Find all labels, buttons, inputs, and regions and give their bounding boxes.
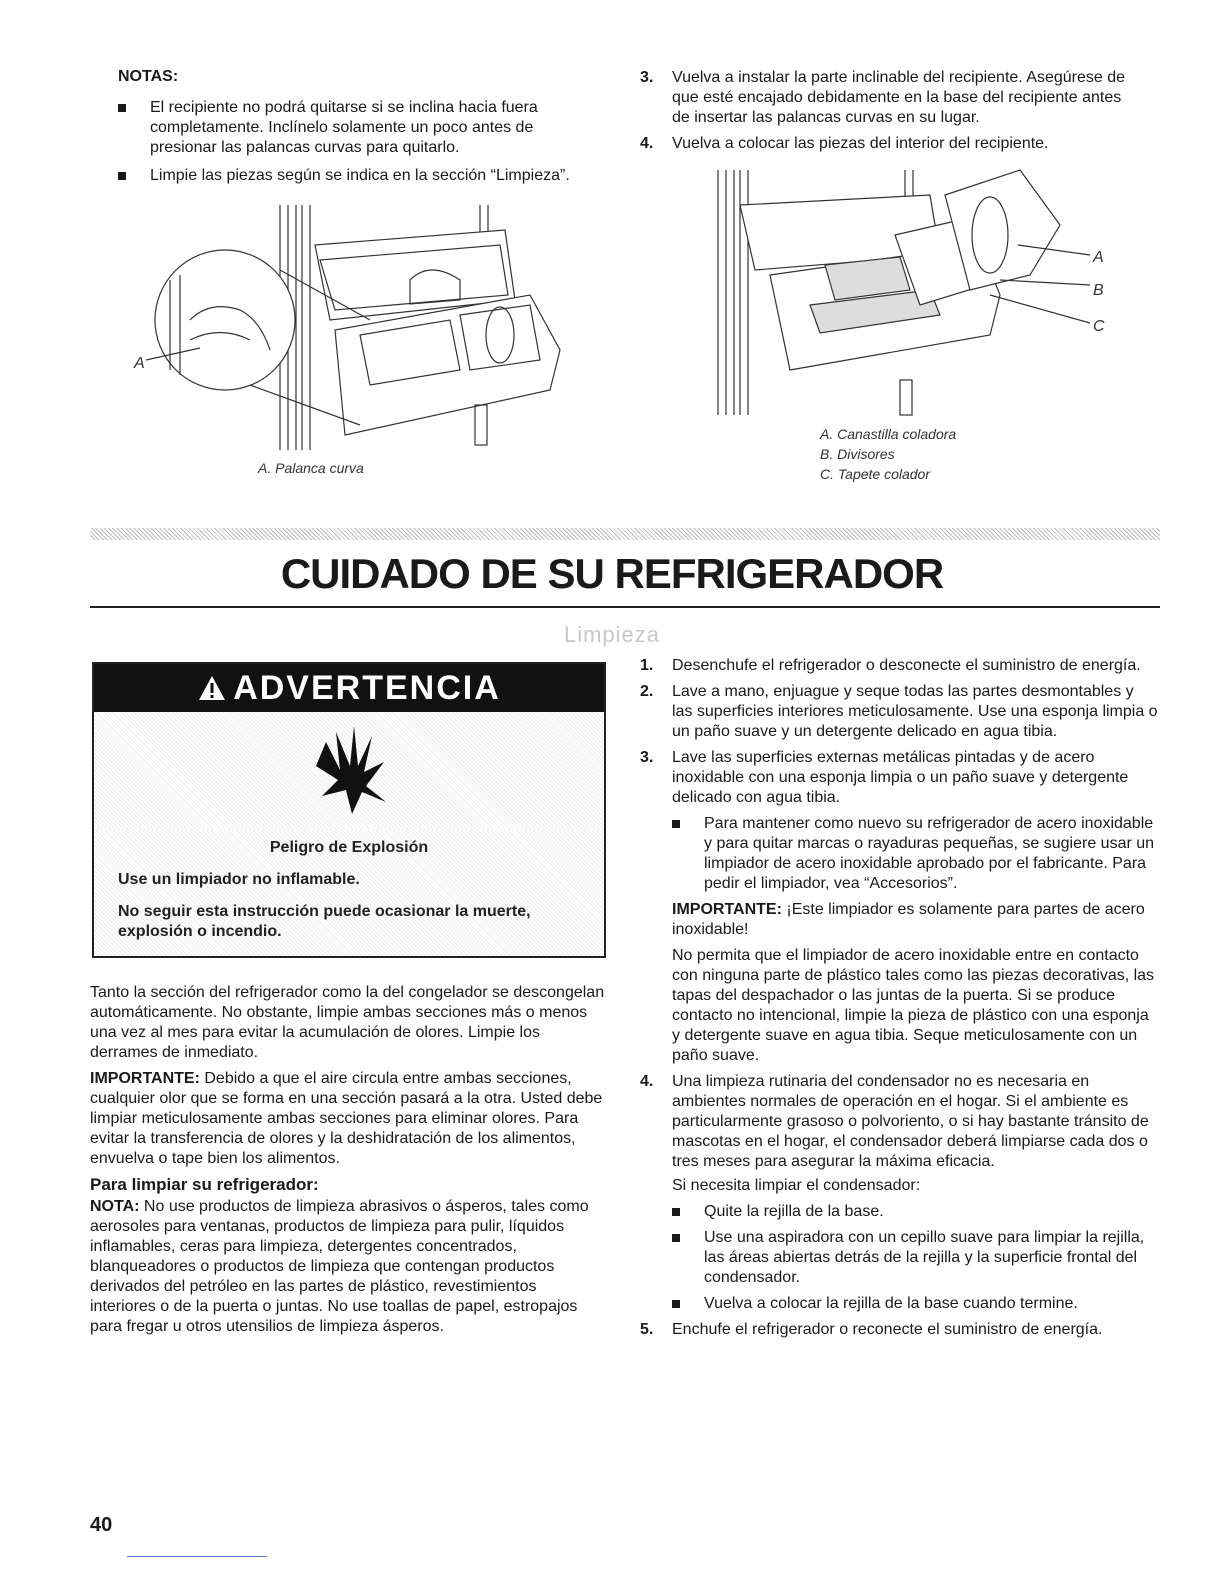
notes-list	[118, 98, 598, 194]
intro-paragraph: Tanto la sección del refrigerador como la del congelador se descongelan automáticamente. No obstante, limpie ambas secciones más o menos una vez al mes para evitar la acumulación de olores. Limpie los derrames de inmediato.	[90, 984, 605, 1061]
cleaning-heading: Para limpiar su refrigerador:	[90, 1175, 319, 1194]
warning-symbol-area	[94, 712, 604, 832]
subsection-title: Limpieza	[563, 622, 661, 647]
right-column	[640, 656, 1158, 1346]
list-item: Vuelva a colocar la rejilla de la base cuando termine.	[672, 1294, 1158, 1314]
list-item: 3. Lave las superficies externas metálicas pintadas y de acero inoxidable con una esponja limpia o un paño suave y detergente delicado con agua tibia. Para mantener como nuevo su refrigerador de acero inoxidable y para quitar marcas o rayaduras pequeñas, se sugiere usar un limpiador de acero inoxidable aprobado por el fabricante. Para pedir el limpiador, vea “Accesorios”. IMPORTANTE: ¡Este limpiador es solamente para partes de acero inoxidable! No permita que el limpiador de acero inoxidable entre en contacto con ninguna parte de plástico tales como las piezas decorativas, las tapas del despachador o las juntas de la puerta. Si se produce contacto no intencional, limpie la pieza de plástico con una esponja y detergente suave en agua tibia. Seque meticulosamente con un paño suave.	[640, 748, 1158, 1066]
section-title: CUIDADO DE SU REFRIGERADOR	[280, 550, 944, 597]
list-item: Limpie las piezas según se indica en la sección “Limpieza”.	[118, 166, 598, 186]
warning-line-2: No seguir esta instrucción puede ocasionar la muerte, explosión o incendio.	[118, 903, 531, 940]
figure-left-label-a: A	[134, 355, 145, 372]
pattern-divider	[90, 528, 1160, 540]
list-item: 3. Vuelva a instalar la parte inclinable del recipiente. Asegúrese de que esté encajado debidamente en la base del recipiente antes de insertar las palancas curvas en su lugar.	[640, 69, 1126, 126]
notes-title: NOTAS:	[118, 68, 179, 85]
caption-b: B. Divisores	[820, 446, 895, 462]
left-column	[90, 983, 605, 1337]
list-item: 1. Desenchufe el refrigerador o desconecte el suministro de energía.	[640, 657, 1141, 674]
important-stainless: IMPORTANTE: ¡Este limpiador es solamente para partes de acero inoxidable!	[672, 901, 1145, 938]
list-item: 4. Vuelva a colocar las piezas del interior del recipiente.	[640, 135, 1049, 152]
warning-banner	[94, 664, 604, 712]
warning-text-area	[94, 830, 604, 956]
steps-top	[640, 68, 1140, 160]
list-item: Para mantener como nuevo su refrigerador de acero inoxidable y para quitar marcas o rayaduras pequeñas, se sugiere usar un limpiador de acero inoxidable aprobado por el fabricante. Para pedir el limpiador, vea “Accesorios”.	[672, 814, 1158, 894]
list-item: El recipiente no podrá quitarse si se inclina hacia fuera completamente. Inclínelo solamente un poco antes de presionar las palancas curvas para quitarlo.	[118, 98, 598, 158]
page-number: 40	[90, 1514, 113, 1536]
warning-banner-text: ADVERTENCIA	[233, 668, 501, 707]
list-item: Use una aspiradora con un cepillo suave para limpiar la rejilla, las áreas abiertas detrás de la rejilla y la superficie frontal del condensador.	[672, 1228, 1158, 1288]
explosion-icon	[312, 722, 390, 820]
warning-triangle-icon	[197, 674, 227, 702]
caption-c: C. Tapete colador	[820, 466, 930, 482]
warning-hazard: Peligro de Explosión	[269, 839, 429, 856]
figure-right-label-b: B	[1093, 282, 1104, 299]
figure-left-caption: A. Palanca curva	[258, 460, 364, 476]
title-rule	[90, 606, 1160, 608]
bin-lever-illustration	[130, 200, 570, 450]
warning-box	[92, 662, 606, 958]
footer-line	[127, 1556, 267, 1557]
important-paragraph: IMPORTANTE: Debido a que el aire circula entre ambas secciones, cualquier olor que se forma en una sección pasará a la otra. Usted debe limpiar meticulosamente ambas secciones para eliminar olores. Para evitar la transferencia de olores y la deshidratación de los alimentos, envuelva o tape bien los alimentos.	[90, 1070, 603, 1167]
bin-basket-illustration	[700, 165, 1120, 420]
list-item: 4. Una limpieza rutinaria del condensador no es necesaria en ambientes normales de operación en el hogar. Si el ambiente es particularmente grasoso o polvoriento, o si hay bastante tránsito de mascotas en el hogar, el condensador deberá limpiarse cada dos o tres meses para asegurar la máxima eficacia. Si necesita limpiar el condensador: Quite la rejilla de la base. Use una aspiradora con un cepillo suave para limpiar la rejilla, las áreas abiertas detrás de la rejilla y la superficie frontal del condensador. Vuelva a colocar la rejilla de la base cuando termine.	[640, 1072, 1158, 1314]
list-item: 2. Lave a mano, enjuague y seque todas las partes desmontables y las superficies interiores meticulosamente. Use una esponja limpia o un paño suave y un detergente delicado en agua tibia.	[640, 683, 1158, 740]
figure-right-captions	[820, 424, 956, 484]
note-paragraph: NOTA: No use productos de limpieza abrasivos o ásperos, tales como aerosoles para ventanas, productos de limpieza para pulir, líquidos inflamables, ceras para limpieza, detergentes concentrados, blanqueadores o productos de limpieza que contengan productos derivados del petróleo en las partes de plástico, revestimientos interiores o de la puerta o juntas. No use toallas de papel, estropajos para fregar u otros utensilios de limpieza ásperos.	[90, 1198, 589, 1335]
condenser-intro: Si necesita limpiar el condensador:	[672, 1177, 921, 1194]
plastic-warning-paragraph: No permita que el limpiador de acero inoxidable entre en contacto con ninguna parte de plástico tales como las piezas decorativas, las tapas del despachador o las juntas de la puerta. Si se produce contacto no intencional, limpie la pieza de plástico con una esponja y detergente suave en agua tibia. Seque meticulosamente con un paño suave.	[672, 947, 1155, 1064]
caption-a: A. Canastilla coladora	[820, 426, 957, 442]
warning-line-1: Use un limpiador no inflamable.	[118, 871, 360, 888]
list-item: Quite la rejilla de la base.	[672, 1202, 1158, 1222]
list-item: 5. Enchufe el refrigerador o reconecte el suministro de energía.	[640, 1321, 1103, 1338]
figure-right-label-a: A	[1093, 249, 1104, 266]
figure-right-label-c: C	[1093, 318, 1105, 335]
